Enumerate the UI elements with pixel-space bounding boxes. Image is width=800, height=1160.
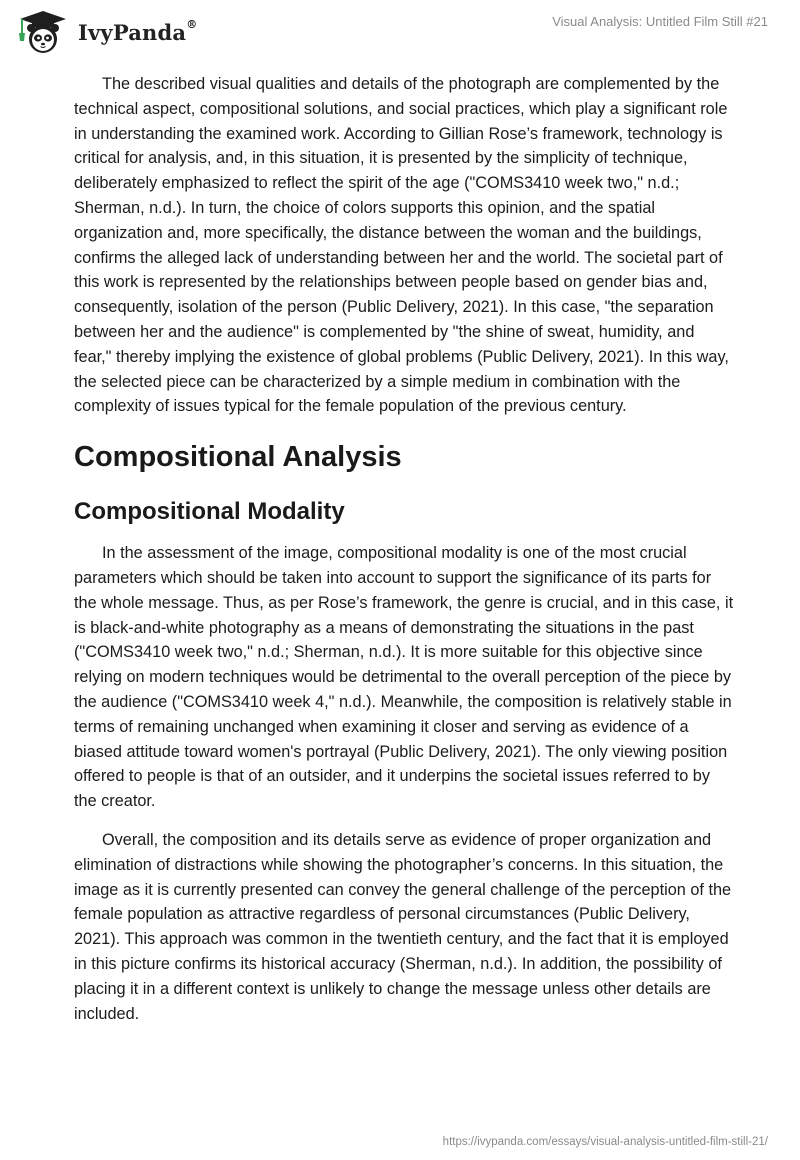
brand-logo[interactable]	[14, 8, 197, 56]
brand-name: IvyPanda®	[78, 17, 198, 45]
body-paragraph: Overall, the composition and its details serve as evidence of proper organization and elimination of distractions while showing the photographer’s concerns. In this situation, the image as it is currently presented can convey the general challenge of the perception of the female population as attractive regardless of personal circumstances (Public Delivery, 2021). This approach was common in the twentieth century, and the fact that it is employed in this picture confirms its historical accuracy (Sherman, n.d.). In addition, the possibility of placing it in a different context is unlikely to change the message unless other details are included.	[74, 830, 732, 1023]
essay-content	[74, 72, 734, 1040]
source-url[interactable]: https://ivypanda.com/essays/visual-analysis-untitled-film-still-21/	[442, 1136, 768, 1148]
body-paragraph: In the assessment of the image, compositional modality is one of the most crucial parameters which should be taken into account to support the significance of its parts for the whole message. Thus, as per Rose’s framework, the genre is crucial, and in this case, it is black-and-white photography as a means of demonstrating the situations in the past ("COMS3410 week two," n.d.; Sherman, n.d.). It is more suitable for this objective since relying on modern techniques would be detrimental to the overall perception of the piece by the audience ("COMS3410 week 4," n.d.). Meanwhile, the composition is relatively stable in terms of remaining unchanged when examining it closer and serving as evidence of a biased attitude toward women's portrayal (Public Delivery, 2021). The only viewing position offered to people is that of an outsider, and it underpins the societal issues referred to by the creator.	[74, 544, 734, 811]
body-paragraph: The described visual qualities and details of the photograph are complemented by the technical aspect, compositional solutions, and social practices, which play a significant role in understanding the examined work. According to Gillian Rose’s framework, technology is critical for analysis, and, in this situation, it is presented by the simplicity of technique, deliberately emphasized to reflect the spirit of the age ("COMS3410 week two," n.d.; Sherman, n.d.). In turn, the choice of colors supports this opinion, and the spatial organization and, more specifically, the distance between the woman and the buildings, confirms the alleged lack of understanding between her and the world. The societal part of this work is represented by the relationships between people based on gender bias and, consequently, isolation of the person (Public Delivery, 2021). In this case, "the separation between her and the audience" is complemented by "the shine of sweat, humidity, and fear," thereby implying the existence of global problems (Public Delivery, 2021). In this way, the selected piece can be characterized by a simple medium in combination with the complexity of issues typical for the female population of the previous century.	[74, 75, 729, 416]
subsection-heading: Compositional Modality	[74, 498, 345, 526]
document-title: Visual Analysis: Untitled Film Still #21	[552, 14, 768, 29]
section-heading: Compositional Analysis	[74, 441, 402, 474]
panda-graduate-icon	[14, 9, 72, 55]
page-header	[0, 0, 800, 64]
